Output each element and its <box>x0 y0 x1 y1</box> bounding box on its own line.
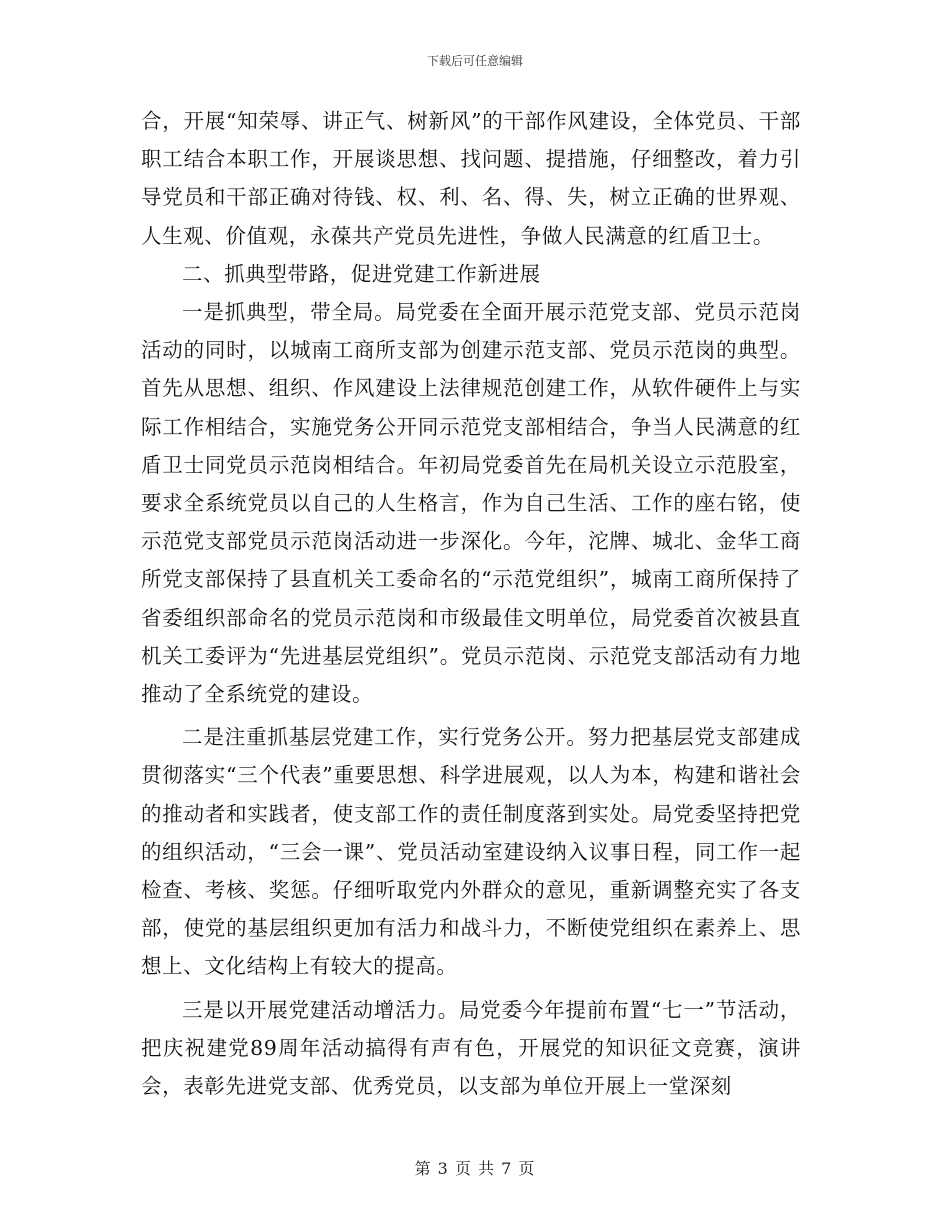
paragraph-continued: 合，开展“知荣辱、讲正气、树新风”的干部作风建设，全体党员、干部职工结合本职工作，开展谈思想、找问题、提措施，仔细整改，着力引导党员和干部正确对待钱、权、利、名、得、失，树立正确的世界观、人生观、价值观，永葆共产党员先进性，争做人民满意的红盾卫士。 <box>141 109 801 248</box>
section-heading: 二、抓典型带路，促进党建工作新进展 <box>182 261 541 286</box>
page-header: 下载后可任意编辑 <box>426 54 523 68</box>
document-body <box>141 102 801 1105</box>
paragraph-grassroots-party: 二是注重抓基层党建工作，实行党务公开。努力把基层党支部建成贯彻落实“三个代表”重要思想、科学进展观，以人为本，构建和谐社会的推动者和实践者，使支部工作的责任制度落到实处。局党委坚持把党的组织活动，“三会一课”、党员活动室建设纳入议事日程，同工作一起检查、考核、奖惩。仔细听取党内外群众的意见，重新调整充实了各支部，使党的基层组织更加有活力和战斗力，不断使党组织在素养上、思想上、文化结构上有较大的提高。 <box>141 725 801 979</box>
paragraph-party-activities: 三是以开展党建活动增活力。局党委今年提前布置“七一”节活动，把庆祝建党89周年活动搞得有声有色，开展党的知识征文竞赛，演讲会，表彰先进党支部、优秀党员，以支部为单位开展上一堂深刻 <box>141 997 801 1099</box>
paragraph-typical-example: 一是抓典型，带全局。局党委在全面开展示范党支部、党员示范岗活动的同时，以城南工商所支部为创建示范支部、党员示范岗的典型。首先从思想、组织、作风建设上法律规范创建工作，从软件硬件上与实际工作相结合，实施党务公开同示范党支部相结合，争当人民满意的红盾卫士同党员示范岗相结合。年初局党委首先在局机关设立示范股室，要求全系统党员以自己的人生格言，作为自己生活、工作的座右铭，使示范党支部党员示范岗活动进一步深化。今年，沱牌、城北、金华工商所党支部保持了县直机关工委命名的“示范党组织”，城南工商所保持了省委组织部命名的党员示范岗和市级最佳文明单位，局党委首次被县直机关工委评为“先进基层党组织”。党员示范岗、示范党支部活动有力地推动了全系统党的建设。 <box>141 300 801 707</box>
page-number: 第 3 页 共 7 页 <box>414 1159 536 1178</box>
